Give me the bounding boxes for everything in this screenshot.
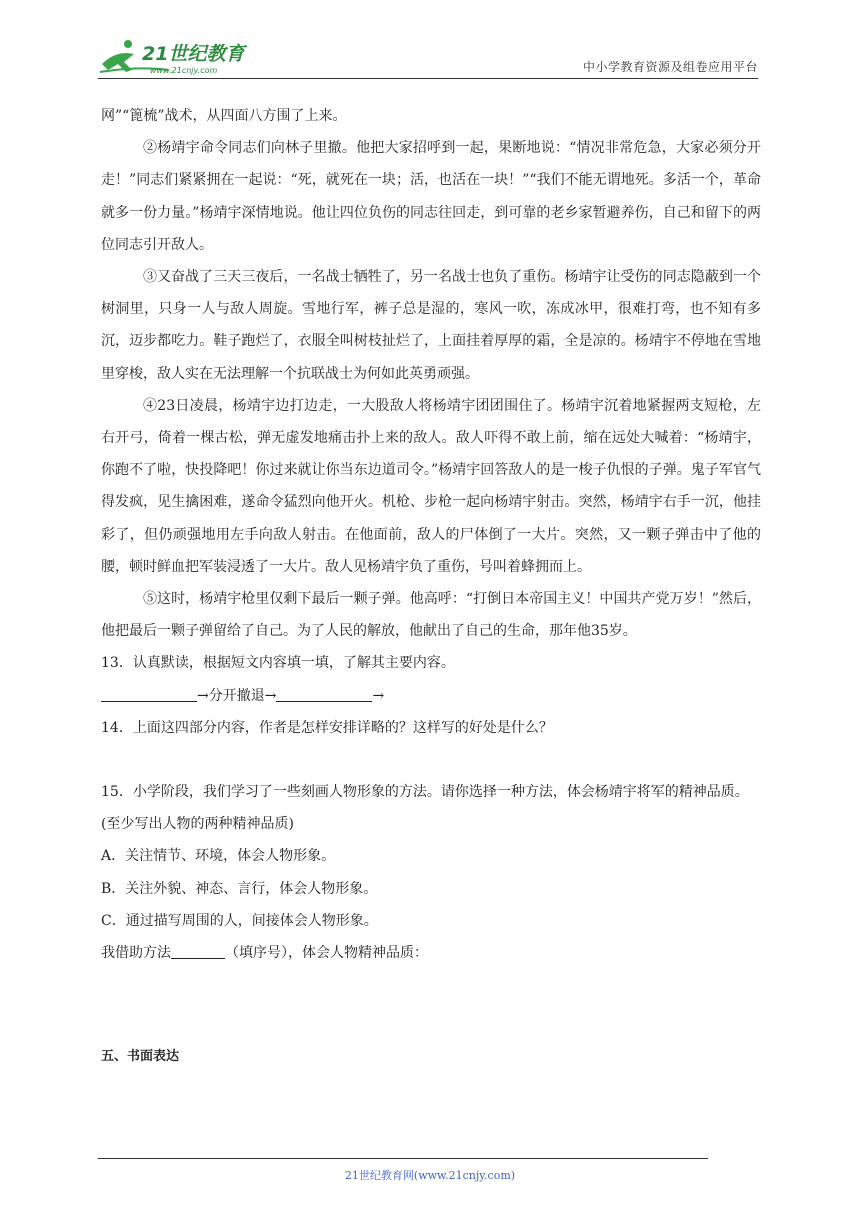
section-title: 五、书面表达 bbox=[101, 1049, 180, 1065]
answer-space[interactable] bbox=[101, 744, 761, 776]
footer-divider bbox=[98, 1158, 708, 1159]
arrow-text: → bbox=[372, 687, 385, 704]
arrow-text: →分开撤退→ bbox=[197, 687, 277, 704]
answer-space[interactable] bbox=[101, 969, 761, 1041]
answer-blank[interactable] bbox=[101, 685, 197, 702]
answer-prefix: 我借助方法 bbox=[101, 945, 171, 962]
svg-text:21世纪教育: 21世纪教育 bbox=[142, 43, 245, 65]
passage-paragraph: 网”“篦梳”战术，从四面八方围了上来。 bbox=[101, 108, 347, 124]
passage-paragraph: ④23日凌晨，杨靖宇边打边走，一大股敌人将杨靖宇团团围住了。杨靖宇沉着地紧握两支短枪，左右开弓，倚着一棵古松，弹无虚发地痛击扑上来的敌人。敌人吓得不敢上前，缩在远处大喊着：“杨靖宇，你跑不了啦，快投降吧！你过来就让你当东边道司令。”杨靖宇回答敌人的是一梭子仇恨的子弹。鬼子军官气得发疯，见生擒困难，遂命令猛烈向他开火。机枪、步枪一起向杨靖宇射击。突然，杨靖宇右手一沉，他挂彩了，但仍顽强地用左手向敌人射击。在他面前，敌人的尸体倒了一大片。突然，又一颗子弹击中了他的腰，顿时鲜血把军装浸透了一大片。敌人见杨靖宇负了重伤，号叫着蜂拥而上。 bbox=[101, 397, 761, 575]
option-b: B．关注外貌、神态、言行，体会人物形象。 bbox=[101, 880, 378, 897]
page-header bbox=[98, 36, 758, 78]
footer-text[interactable]: 21世纪教育网(www.21cnjy.com) bbox=[344, 1169, 516, 1182]
answer-blank[interactable] bbox=[171, 942, 225, 959]
question-13-blanks bbox=[101, 680, 761, 712]
header-divider bbox=[98, 78, 758, 79]
question-15: 15．小学阶段，我们学习了一些刻画人物形象的方法。请你选择一种方法，体会杨靖宇将军的精神品质。(至少写出人物的两种精神品质) bbox=[101, 784, 749, 833]
passage-paragraph: ⑤这时，杨靖宇枪里仅剩下最后一颗子弹。他高呼：“打倒日本帝国主义！中国共产党万岁！”然后，他把最后一颗子弹留给了自己。为了人民的解放，他献出了自己的生命，那年他35岁。 bbox=[101, 591, 761, 640]
passage-paragraph: ②杨靖宇命令同志们向林子里撤。他把大家招呼到一起，果断地说：“情况非常危急，大家必须分开走！”同志们紧紧拥在一起说：“死，就死在一块；活，也活在一块！”“我们不能无谓地死。多活一个，革命就多一份力量。”杨靖宇深情地说。他让四位负伤的同志往回走，到可靠的老乡家暂避养伤，自己和留下的两位同志引开敌人。 bbox=[101, 140, 761, 253]
passage-paragraph: ③又奋战了三天三夜后，一名战士牺牲了，另一名战士也负了重伤。杨靖宇让受伤的同志隐蔽到一个树洞里，只身一人与敌人周旋。雪地行军，裤子总是湿的，寒风一吹，冻成冰甲，很难打弯，也不知有多沉，迈步都吃力。鞋子跑烂了，衣服全叫树枝扯烂了，上面挂着厚厚的霜，全是凉的。杨靖宇不停地在雪地里穿梭，敌人实在无法理解一个抗联战士为何如此英勇顽强。 bbox=[101, 269, 761, 382]
site-logo bbox=[98, 36, 268, 78]
header-brand: 中小学教育资源及组卷应用平台 bbox=[582, 60, 758, 74]
question-13: 13．认真默读，根据短文内容填一填，了解其主要内容。 bbox=[101, 655, 455, 672]
answer-suffix: （填序号），体会人物精神品质： bbox=[225, 945, 428, 962]
svg-text:www.21cnjy.com: www.21cnjy.com bbox=[150, 66, 218, 75]
option-a: A．关注情节、环境，体会人物形象。 bbox=[101, 848, 336, 865]
document-body bbox=[101, 100, 761, 1073]
option-c: C．通过描写周围的人，间接体会人物形象。 bbox=[101, 912, 378, 929]
question-15-answer bbox=[101, 937, 761, 969]
question-14: 14．上面这四部分内容，作者是怎样安排详略的？这样写的好处是什么？ bbox=[101, 719, 553, 736]
answer-blank[interactable] bbox=[276, 685, 372, 702]
